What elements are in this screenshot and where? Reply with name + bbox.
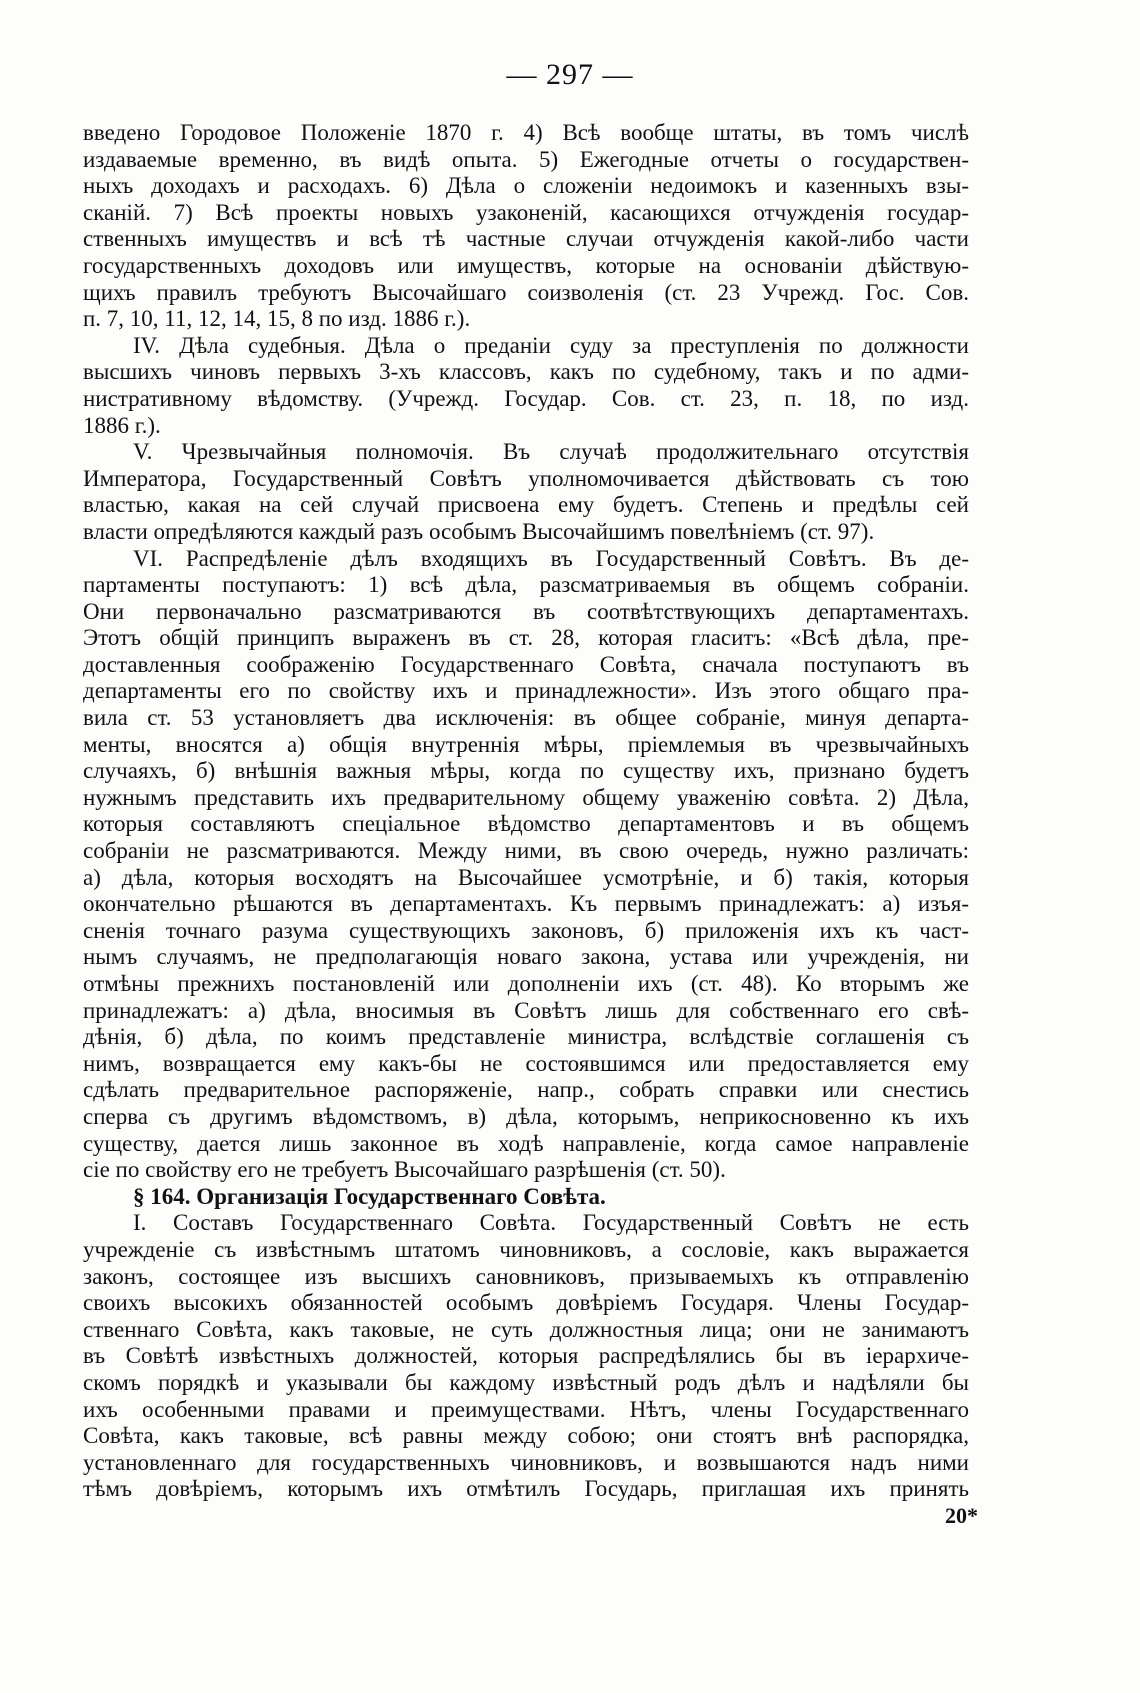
text-line: ственнаго Совѣта, какъ таковые, не суть должностныя лица; они не занимаютъ [83,1316,969,1342]
text-line: властью, какая на сей случай присвоена ему будетъ. Степень и предѣлы сей [83,492,969,518]
text-line: принадлежатъ: а) дѣла, вносимыя въ Совѣтъ лишь для собственнаго его свѣ- [83,997,969,1023]
text-line: существу, дается лишь законное въ ходѣ направленіе, когда самое направленіе [83,1130,969,1156]
text-line: Совѣта, какъ таковые, всѣ равны между собою; они стоятъ внѣ распорядка, [83,1423,969,1449]
text-line: отмѣны прежнихъ постановленій или дополненіи ихъ (ст. 48). Ко вторымъ же [83,971,969,996]
text-line: п. 7, 10, 11, 12, 14, 15, 8 по изд. 1886 г.). [83,306,471,332]
text-line: введено Городовое Положеніе 1870 г. 4) Всѣ вообще штаты, въ томъ числѣ [83,120,969,145]
text-line: установленнаго для государственныхъ чиновниковъ, и возвышаются надъ ними [83,1449,969,1475]
text-line: сперва съ другимъ вѣдомствомъ, в) дѣла, которымъ, неприкосновенно къ ихъ [83,1103,969,1129]
text-line: Они первоначально разсматриваются въ соотвѣтствующихъ департаментахъ. [83,598,969,624]
text-line: нымъ случаямъ, не предполагающія новаго закона, устава или учрежденія, ни [83,944,969,970]
text-line: сканій. 7) Всѣ проекты новыхъ узаконеній, касающихся отчужденія государ- [83,199,969,225]
text-line: случаяхъ, б) внѣшнія важныя мѣры, когда по существу ихъ, признано будетъ [83,758,969,784]
text-line: издаваемые временно, въ видѣ опыта. 5) Ежегодные отчеты о государствен- [83,146,969,172]
text-line: § 164. Организація Государственнаго Совѣта. [133,1183,606,1209]
page-body-text [83,120,969,1503]
text-line: нистративному вѣдомству. (Учрежд. Государ. Сов. ст. 23, п. 18, по изд. [83,385,969,411]
text-line: Императора, Государственный Совѣтъ уполномочивается дѣйствовать съ тою [83,465,969,491]
text-line: вила ст. 53 установляетъ два исключенія: въ общее собраніе, минуя департа- [83,705,969,731]
text-line: сненія точнаго разума существующихъ законовъ, б) приложенія ихъ къ част- [83,917,969,943]
text-line: которыя составляютъ спеціальное вѣдомство департаментовъ и въ общемъ [83,811,969,837]
text-line: государственныхъ доходовъ или имуществъ, которые на основаніи дѣйствую- [83,252,969,278]
text-line: I. Составъ Государственнаго Совѣта. Государственный Совѣтъ не есть [133,1210,969,1236]
text-line: ныхъ доходахъ и расходахъ. 6) Дѣла о сложеніи недоимокъ и казенныхъ взы- [83,173,969,199]
text-line: ихъ особенными правами и преимуществами. Нѣтъ, члены Государственнаго [83,1396,969,1422]
text-line: тѣмъ довѣріемъ, которымъ ихъ отмѣтилъ Государь, приглашая ихъ принять [83,1476,969,1502]
text-line: V. Чрезвычайныя полномочія. Въ случаѣ продолжительнаго отсутствія [133,439,969,465]
text-line: VI. Распредѣленіе дѣлъ входящихъ въ Государственный Совѣтъ. Въ де- [133,545,969,571]
text-line: щихъ правилъ требуютъ Высочайшаго соизволенія (ст. 23 Учрежд. Гос. Сов. [83,279,969,305]
text-line: окончательно рѣшаются въ департаментахъ. Къ первымъ принадлежатъ: а) изъя- [83,891,969,917]
text-line: дѣнія, б) дѣла, по коимъ представленіе министра, вслѣдствіе соглашенія съ [83,1024,969,1050]
text-line: власти опредѣляются каждый разъ особымъ Высочайшимъ повелѣніемъ (ст. 97). [83,518,875,544]
text-line: менты, вносятся а) общія внутреннія мѣры, пріемлемыя въ чрезвычайныхъ [83,731,969,757]
text-line: партаменты поступаютъ: 1) всѣ дѣла, разсматриваемыя въ общемъ собраніи. [83,572,969,598]
text-line: Этотъ общій принципъ выраженъ въ ст. 28, которая гласитъ: «Всѣ дѣла, пре- [83,625,969,651]
text-line: учрежденіе съ извѣстнымъ штатомъ чиновниковъ, а сословіе, какъ выражается [83,1236,969,1262]
text-line: законъ, состоящее изъ высшихъ сановниковъ, призываемыхъ къ отправленію [83,1263,969,1289]
text-line: 1886 г.). [83,412,161,438]
text-line: высшихъ чиновъ первыхъ 3-хъ классовъ, какъ по судебному, такъ и по адми- [83,359,969,385]
page-number: — 297 — [506,58,634,91]
text-line: ственныхъ имуществъ и всѣ тѣ частные случаи отчужденія какой-либо части [83,226,969,252]
text-line: нимъ, возвращается ему какъ-бы не состоявшимся или предоставляется ему [83,1050,969,1076]
text-line: скомъ порядкѣ и указывали бы каждому извѣстный родъ дѣлъ и надѣляли бы [83,1369,969,1395]
text-line: сдѣлать предварительное распоряженіе, напр., собрать справки или снестись [83,1077,969,1103]
text-line: своихъ высокихъ обязанностей особымъ довѣріемъ Государя. Члены Государ- [83,1290,969,1316]
text-line: а) дѣла, которыя восходятъ на Высочайшее усмотрѣніе, и б) такія, которыя [83,864,969,890]
text-line: въ Совѣтѣ извѣстныхъ должностей, которыя распредѣлялись бы въ іерархиче- [83,1343,969,1369]
signature-mark: 20* [945,1503,978,1528]
text-line: IV. Дѣла судебныя. Дѣла о преданіи суду за преступленія по должности [133,332,969,358]
text-line: департаменты его по свойству ихъ и принадлежности». Изъ этого общаго пра- [83,678,969,704]
text-line: собраніи не разсматриваются. Между ними, въ свою очередь, нужно различать: [83,838,969,864]
text-line: нужнымъ представить ихъ предварительному общему уваженію совѣта. 2) Дѣла, [83,784,969,810]
text-line: доставленныя соображенію Государственнаго Совѣта, сначала поступаютъ въ [83,651,969,677]
text-line: сіе по свойству его не требуетъ Высочайшаго разрѣшенія (ст. 50). [83,1157,726,1183]
